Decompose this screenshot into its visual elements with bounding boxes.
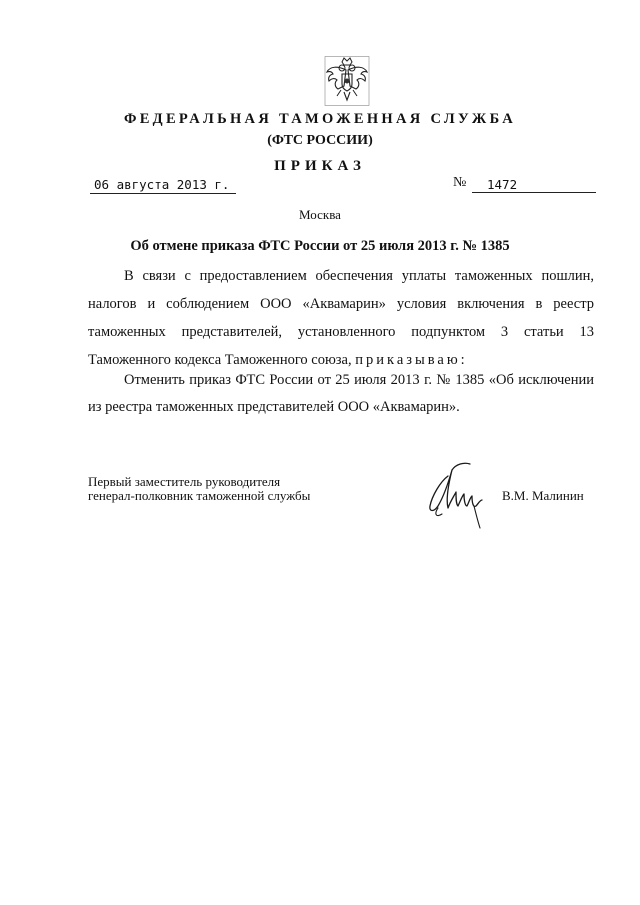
body-line: Отменить приказ ФТС России от 25 июля 2013 г. № 1385 «Об исключении <box>124 372 594 388</box>
body-line: налогов и соблюдением ООО «Аквамарин» условия включения в реестр <box>88 296 594 312</box>
body-line-text: Таможенного кодекса Таможенного союза, <box>88 352 352 368</box>
order-number: 1472 <box>472 177 596 193</box>
signer-name: В.М. Малинин <box>502 488 584 503</box>
agency-title: ФЕДЕРАЛЬНАЯ ТАМОЖЕННАЯ СЛУЖБА <box>123 111 517 127</box>
document-type: ПРИКАЗ <box>274 158 366 174</box>
city: Москва <box>299 207 341 222</box>
order-verb: приказываю: <box>355 352 468 368</box>
handwritten-signature <box>418 456 498 530</box>
signer-position: Первый заместитель руководителя <box>88 474 281 489</box>
agency-abbreviation: (ФТС РОССИИ) <box>267 133 373 148</box>
signer-rank: генерал-полковник таможенной службы <box>88 488 311 503</box>
number-sign: № <box>453 175 467 190</box>
body-line: из реестра таможенных представителей ООО «Аквамарин». <box>88 399 460 415</box>
body-line: В связи с предоставлением обеспечения уплаты таможенных пошлин, <box>124 268 594 284</box>
russian-coat-of-arms-icon <box>324 56 370 106</box>
body-line: таможенных представителей, установленного подпунктом 3 статьи 13 <box>88 324 594 340</box>
body-line <box>88 352 468 369</box>
order-date: 06 августа 2013 г. <box>90 177 236 194</box>
order-heading: Об отмене приказа ФТС России от 25 июля 2013 г. № 1385 <box>130 238 510 254</box>
